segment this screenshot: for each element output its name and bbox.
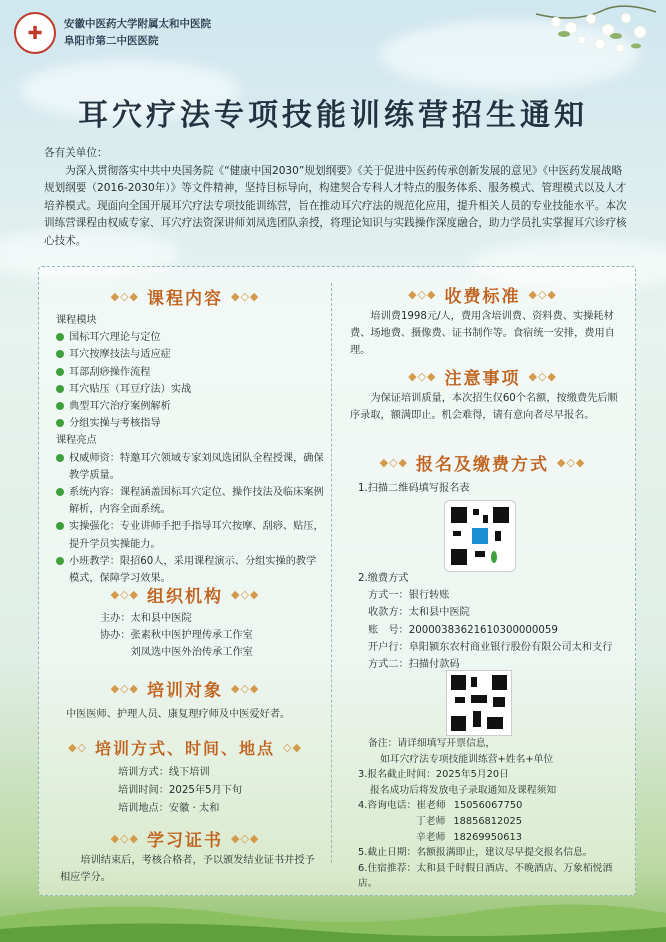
bullet-icon: [56, 333, 64, 341]
contact-row: [358, 814, 628, 830]
payment-step: 2.缴费方式: [358, 573, 409, 584]
payment-bank: 开户行：阜阳颍东农村商业银行股份有限公司太和支行: [368, 641, 613, 653]
target-heading: ◆◇◆ 培训对象 ◆◇◆: [110, 681, 260, 701]
list-item: 小班教学：限招60人，采用课程演示、分组实操的教学模式，保障学习效果。: [56, 553, 324, 587]
org-host: 主办：太和县中医院: [100, 613, 192, 624]
org-co-1: 张素秋中医护理传承工作室: [130, 630, 253, 642]
grass-decoration: [0, 887, 666, 942]
highlight-label: 课程亮点: [56, 435, 97, 447]
salutation: 各有关单位：: [44, 147, 108, 159]
org-co-label: 协办：: [100, 630, 131, 642]
list-item: 权威师资：特邀耳穴领域专家刘凤选团队全程授课，确保教学质量。: [56, 450, 324, 484]
hospital-logo: ✚: [14, 12, 56, 54]
bullet-icon: [56, 402, 64, 410]
intro-body: 为深入贯彻落实中共中央国务院《“健康中国2030”规划纲要》《关于促进中医药传承创新发展的意见》《中医药发展战略规划纲要（2016-2030年）》等文件精神，坚持目标导向，构建契合专科人才特点的服务体系、服务模式、管理模式以及人才培养模式。现面向全国开展耳穴疗法专项技能训练营，旨在推动耳穴疗法的规范化应用，提升相关人员的专业技能水平。本次训练营课程由权威专家、耳穴疗法资深讲师刘凤选团队亲授，将理论知识与实践操作深度融合，助力学员扎实掌握耳穴诊疗核心技术。: [44, 164, 627, 247]
page-title: 耳穴疗法专项技能训练营招生通知: [78, 98, 588, 133]
diamond-icon: ◆◇◆: [408, 370, 437, 383]
hotel-recommend: 6.住宿推荐：太和县千时假日酒店、不晚酒店、万象栢悦酒店。: [358, 862, 613, 890]
fee-heading: ◆◇◆ 收费标准 ◆◇◆: [408, 287, 557, 307]
contact-row: [358, 830, 628, 846]
schedule-place: 培训地点：安徽 · 太和: [118, 803, 220, 814]
diamond-icon: ◆◇◆: [110, 832, 139, 845]
diamond-icon: ◆◇◆: [231, 682, 260, 695]
contact-phone[interactable]: 15056067750: [453, 800, 523, 812]
org-heading: ◆◇◆ 组织机构 ◆◇◆: [110, 587, 260, 607]
list-item: 系统内容：课程涵盖国标耳穴定位、操作技法及临床案例解析，内容全面系统。: [56, 484, 324, 518]
bullet-icon: [56, 557, 64, 565]
contact-row: [358, 798, 628, 814]
target-text: 中医医师、护理人员、康复理疗师及中医爱好者。: [66, 709, 291, 720]
cert-text: 培训结束后，考核合格者，予以颁发结业证书并授予相应学分。: [60, 855, 315, 884]
phone-label: 4.咨询电话：: [358, 800, 417, 812]
contact-phone[interactable]: 18269950613: [453, 831, 522, 843]
bullet-icon: [56, 454, 64, 462]
deadline: 3.报名截止时间：2025年5月20日: [358, 769, 509, 781]
bullet-icon: [56, 488, 64, 496]
list-item: 耳穴贴压（耳豆疗法）实战: [56, 381, 324, 398]
diamond-icon: ◇◆: [283, 741, 302, 754]
list-item: 实操强化：专业讲师手把手指导耳穴按摩、刮痧、贴压，提升学员实操能力。: [56, 518, 324, 552]
payment-payee: 收款方：太和县中医院: [368, 607, 470, 619]
bullet-icon: [56, 385, 64, 393]
contact-phone[interactable]: 18856812025: [453, 815, 522, 827]
course-heading: ◆◇◆ 课程内容 ◆◇◆: [110, 289, 260, 309]
signup-details: [358, 736, 628, 892]
payment-way1: 方式一：银行转账: [368, 590, 450, 602]
list-item: 国标耳穴理论与定位: [56, 329, 324, 346]
close-date: 5.截止日期：名额报满即止，建议尽早提交报名信息。: [358, 847, 593, 859]
course-list: [56, 312, 324, 587]
schedule-mode: 培训方式：线下培训: [118, 767, 210, 778]
bullet-icon: [56, 522, 64, 530]
diamond-icon: ◆◇◆: [379, 456, 408, 469]
contact-name: 崔老师: [416, 800, 446, 812]
org-info: [100, 610, 320, 662]
diamond-icon: ◆◇◆: [110, 682, 139, 695]
signup-step1: 1.扫描二维码填写报名表: [358, 483, 470, 494]
cert-heading: ◆◇◆ 学习证书 ◆◇◆: [110, 831, 260, 851]
schedule-heading: ◆◇ 培训方式、时间、地点 ◇◆: [68, 739, 302, 758]
diamond-icon: ◆◇: [68, 741, 87, 754]
notice-heading: ◆◇◆ 注意事项 ◆◇◆: [408, 369, 557, 389]
intro-section: [44, 145, 629, 250]
list-item: 分组实操与考核指导: [56, 415, 324, 432]
diamond-icon: ◆◇◆: [110, 588, 139, 601]
bullet-icon: [56, 350, 64, 358]
diamond-icon: ◆◇◆: [110, 290, 139, 303]
payment-account: 账 号：20000383621610300000059: [368, 624, 558, 636]
column-divider: [331, 283, 332, 863]
remark-line1: 备注：请详细填写开票信息，: [368, 738, 496, 749]
schedule-info: [118, 764, 318, 818]
contact-name: 丁老师: [416, 815, 446, 827]
diamond-icon: ◆◇◆: [231, 290, 260, 303]
module-label: 课程模块: [56, 315, 97, 326]
diamond-icon: ◆◇◆: [528, 370, 557, 383]
remark-line2: 如耳穴疗法专项技能训练营+姓名+单位: [380, 753, 554, 765]
list-item: 典型耳穴治疗案例解析: [56, 398, 324, 415]
bullet-icon: [56, 419, 64, 427]
deadline-note: 报名成功后将发放电子录取通知及课程须知: [370, 784, 557, 796]
payment-way2: 方式二：扫描付款码: [368, 659, 460, 671]
notice-text: 为保证培训质量，本次招生仅60个名额，按缴费先后顺序录取，额满即止。机会难得，请有意向者尽早报名。: [350, 393, 618, 422]
schedule-time: 培训时间：2025年5月下旬: [118, 785, 243, 796]
contact-name: 辛老师: [416, 831, 446, 843]
diamond-icon: ◆◇◆: [408, 288, 437, 301]
org-co-2: 刘凤选中医外治传承工作室: [130, 647, 253, 659]
hospital-header: [14, 12, 211, 54]
hospital-name-2: 阜阳市第二中医医院: [64, 35, 159, 47]
list-item: 耳部刮痧操作流程: [56, 364, 324, 381]
bullet-icon: [56, 368, 64, 376]
payment-qr-code[interactable]: [446, 670, 512, 736]
diamond-icon: ◆◇◆: [231, 832, 260, 845]
signup-qr-code[interactable]: [444, 500, 516, 572]
flower-decoration: [536, 4, 656, 74]
fee-text: 培训费1998元/人，费用含培训费、资料费、实操耗材费、场地费、摄像费、证书制作等。食宿统一安排，费用自理。: [350, 311, 615, 357]
hospital-name-1: 安徽中医药大学附属太和中医院: [64, 18, 211, 30]
payment-info: [358, 570, 626, 673]
signup-heading: ◆◇◆ 报名及缴费方式 ◆◇◆: [379, 455, 586, 475]
list-item: 耳穴按摩技法与适应症: [56, 346, 324, 363]
diamond-icon: ◆◇◆: [557, 456, 586, 469]
diamond-icon: ◆◇◆: [528, 288, 557, 301]
diamond-icon: ◆◇◆: [231, 588, 260, 601]
